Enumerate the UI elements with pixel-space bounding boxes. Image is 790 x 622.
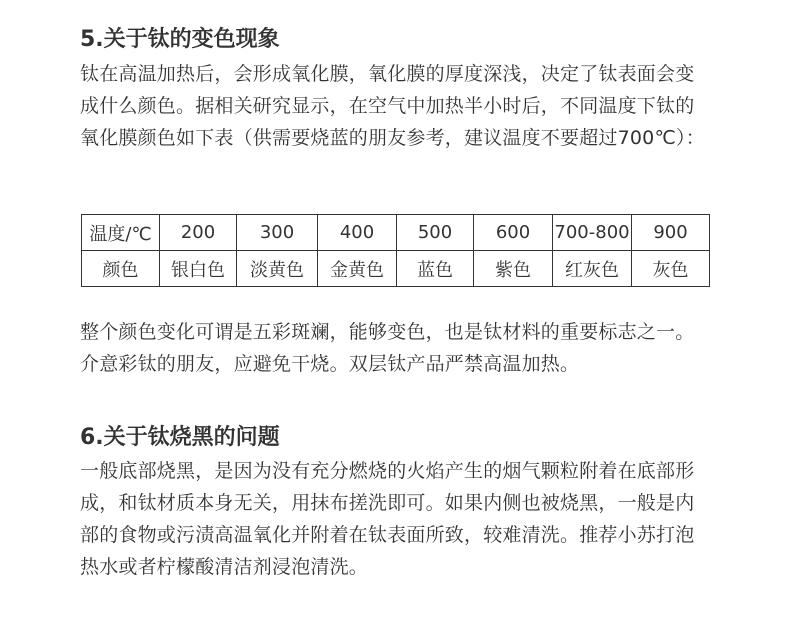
paragraph-color-variety: 整个颜色变化可谓是五彩斑斓，能够变色，也是钛材料的重要标志之一。介意彩钛的朋友，应避免干烧。双层钛产品严禁高温加热。 — [80, 321, 695, 375]
table-cell-temperature: 400 — [318, 215, 397, 251]
temperature-color-table — [81, 214, 710, 287]
table-row-temperature — [82, 215, 710, 251]
table-header-temperature: 温度/℃ — [82, 215, 160, 251]
table-cell-temperature: 500 — [397, 215, 474, 251]
section-heading-titanium-blackening: 6.关于钛烧黑的问题 — [80, 425, 280, 450]
table-cell-temperature: 200 — [160, 215, 237, 251]
paragraph-blackening-explanation: 一般底部烧黑，是因为没有充分燃烧的火焰产生的烟气颗粒附着在底部形成，和钛材质本身无关，用抹布搓洗即可。如果内侧也被烧黑，一般是内部的食物或污渍高温氧化并附着在钛表面所致，较难清洗。推荐小苏打泡热水或者柠檬酸清洁剂浸泡清洗。 — [80, 460, 695, 578]
table-cell-temperature: 700-800 — [553, 215, 632, 251]
section-heading-titanium-color-change: 5.关于钛的变色现象 — [80, 27, 280, 52]
table-cell-temperature: 600 — [474, 215, 553, 251]
table-cell-color: 淡黄色 — [237, 251, 318, 287]
table-cell-temperature: 300 — [237, 215, 318, 251]
table-row-color — [82, 251, 710, 287]
paragraph-oxide-film-intro: 钛在高温加热后，会形成氧化膜，氧化膜的厚度深浅，决定了钛表面会变成什么颜色。据相关研究显示，在空气中加热半小时后，不同温度下钛的氧化膜颜色如下表（供需要烧蓝的朋友参考，建议温度不要超过700℃）： — [80, 63, 705, 149]
table-cell-color: 银白色 — [160, 251, 237, 287]
table-cell-color: 蓝色 — [397, 251, 474, 287]
table-header-color: 颜色 — [82, 251, 160, 287]
table-cell-color: 灰色 — [632, 251, 710, 287]
table-cell-temperature: 900 — [632, 215, 710, 251]
table-cell-color: 金黄色 — [318, 251, 397, 287]
table-cell-color: 紫色 — [474, 251, 553, 287]
table-cell-color: 红灰色 — [553, 251, 632, 287]
